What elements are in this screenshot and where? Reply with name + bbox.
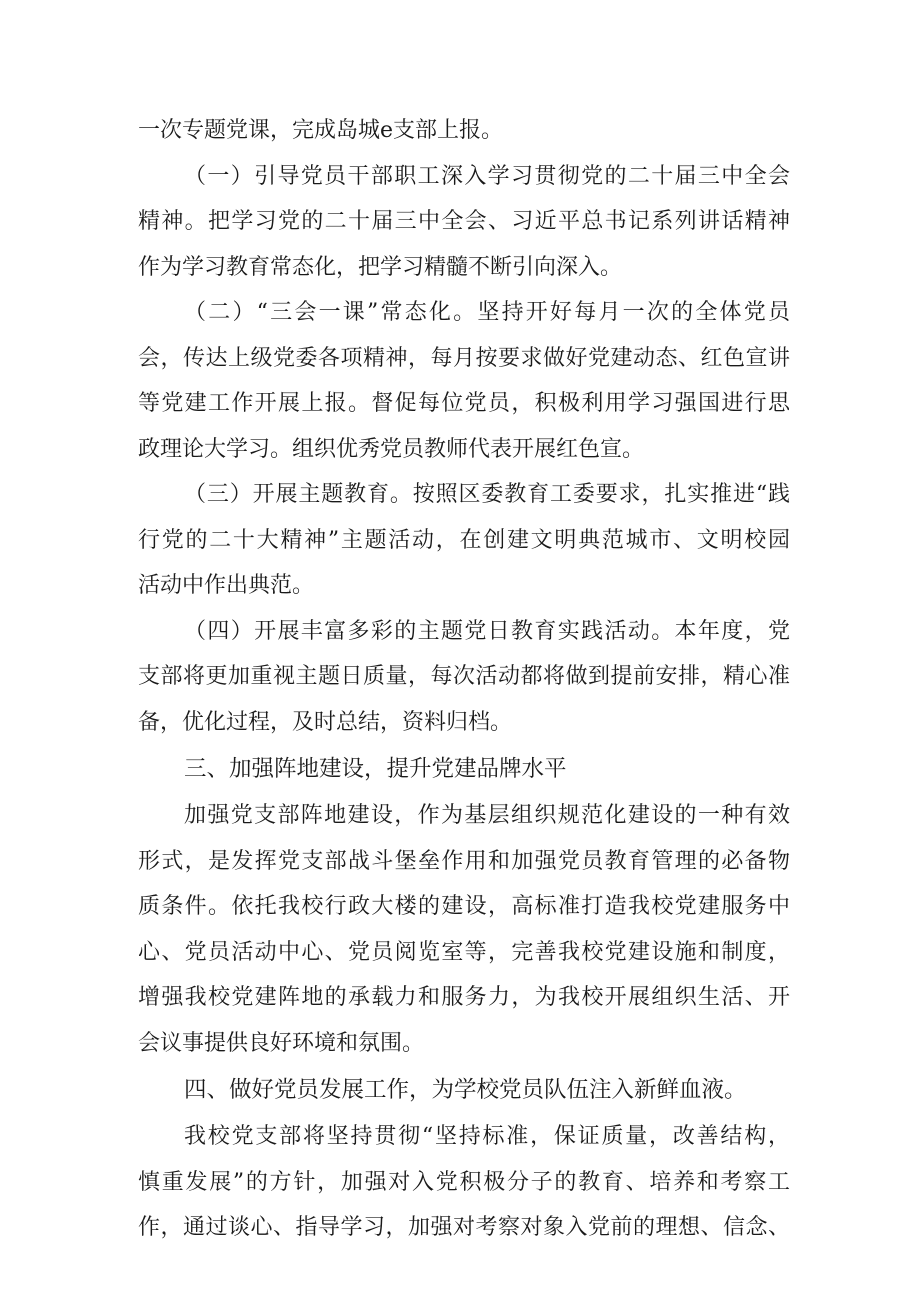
paragraph-line: 慎重发展”的方针，加强对入党积极分子的教育、培养和考察工 xyxy=(138,1169,790,1195)
paragraph-line: （三）开展主题教育。按照区委教育工委要求，扎实推进“践 xyxy=(184,482,790,507)
paragraph-line: 会议事提供良好环境和氛围。 xyxy=(138,1030,425,1056)
paragraph-line: 政理论大学习。组织优秀党员教师代表开展红色宣。 xyxy=(138,436,645,462)
section-heading: 三、加强阵地建设，提升党建品牌水平 xyxy=(184,756,567,782)
paragraph-line: 一次专题党课，完成岛城e支部上报。 xyxy=(138,118,504,143)
paragraph-line: 形式，是发挥党支部战斗堡垒作用和加强党员教育管理的必备物 xyxy=(138,848,790,874)
paragraph-line: 质条件。依托我校行政大楼的建设，高标准打造我校党建服务中 xyxy=(138,894,790,919)
paragraph-line: 活动中作出典范。 xyxy=(138,573,315,598)
paragraph-line: 加强党支部阵地建设，作为基层组织规范化建设的一种有效 xyxy=(184,803,790,828)
paragraph-line: 等党建工作开展上报。督促每位党员，积极利用学习强国进行思 xyxy=(138,391,790,416)
paragraph-line: 作，通过谈心、指导学习，加强对考察对象入党前的理想、信念、 xyxy=(138,1215,790,1240)
paragraph-line: 支部将更加重视主题日质量，每次活动都将做到提前安排，精心准 xyxy=(138,664,790,689)
document-page xyxy=(138,108,790,1251)
paragraph-line: 作为学习教育常态化，把学习精髓不断引向深入。 xyxy=(138,254,623,280)
paragraph-line: 备，优化过程，及时总结，资料归档。 xyxy=(138,709,513,735)
paragraph-line: 增强我校党建阵地的承载力和服务力，为我校开展组织生活、开 xyxy=(138,985,790,1010)
paragraph-line: 会，传达上级党委各项精神，每月按要求做好党建动态、红色宣讲 xyxy=(138,345,790,371)
paragraph-line: 心、党员活动中心、党员阅览室等，完善我校党建设施和制度， xyxy=(138,939,790,965)
paragraph-line: （二）“三会一课”常态化。坚持开好每月一次的全体党员 xyxy=(184,300,790,325)
paragraph-line: 行党的二十大精神”主题活动，在创建文明典范城市、文明校园 xyxy=(138,527,790,553)
paragraph-line: （四）开展丰富多彩的主题党日教育实践活动。本年度，党 xyxy=(184,618,790,644)
section-heading: 四、做好党员发展工作，为学校党员队伍注入新鲜血液。 xyxy=(184,1077,747,1103)
paragraph-line: 我校党支部将坚持贯彻“坚持标准，保证质量，改善结构， xyxy=(184,1124,790,1149)
paragraph-line: （一）引导党员干部职工深入学习贯彻党的二十届三中全会 xyxy=(184,163,790,189)
paragraph-line: 精神。把学习党的二十届三中全会、习近平总书记系列讲话精神 xyxy=(138,209,790,234)
